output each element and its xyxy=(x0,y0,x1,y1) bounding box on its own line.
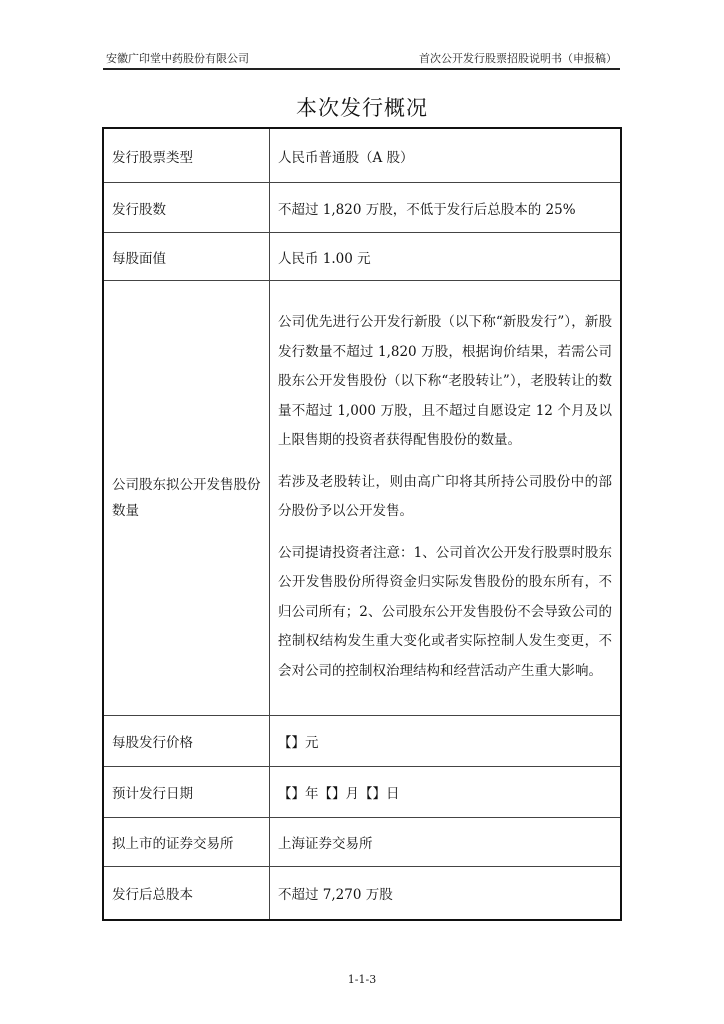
row-label-issue-date: 预计发行日期 xyxy=(103,767,270,818)
row-value-issue-price: 【】元 xyxy=(270,716,622,767)
offering-overview-table xyxy=(102,127,622,921)
row-value-stock-type: 人民币普通股（A 股） xyxy=(270,128,622,183)
table-row xyxy=(103,767,621,818)
table-row xyxy=(103,183,621,233)
row-label-share-count: 发行股数 xyxy=(103,183,270,233)
header-company-name: 安徽广印堂中药股份有限公司 xyxy=(106,52,249,65)
page-title: 本次发行概况 xyxy=(296,96,428,120)
row-label-issue-price: 每股发行价格 xyxy=(103,716,270,767)
row-value-share-count: 不超过 1,820 万股，不低于发行后总股本的 25% xyxy=(270,183,622,233)
page-number: 1-1-3 xyxy=(347,973,377,986)
table-row xyxy=(103,128,621,183)
offering-paragraph: 公司优先进行公开发行新股（以下称“新股发行”），新股发行数量不超过 1,820 万股，根据询价结果，若需公司股东公开发售股份（以下称“老股转让”），老股转让的数量不超过 1,000 万股，且不超过自愿设定 12 个月及以上限售期的投资者获得配售股份的数量。 xyxy=(278,314,612,448)
offering-paragraph: 若涉及老股转让，则由高广印将其所持公司股份中的部分股份予以公开发售。 xyxy=(278,473,612,519)
row-label-total-shares: 发行后总股本 xyxy=(103,867,270,921)
row-label-shareholder-offering: 公司股东拟公开发售股份数量 xyxy=(103,281,270,716)
row-label-stock-type: 发行股票类型 xyxy=(103,128,270,183)
row-value-shareholder-offering xyxy=(270,281,622,716)
table-row xyxy=(103,818,621,867)
row-value-total-shares: 不超过 7,270 万股 xyxy=(270,867,622,921)
page-header xyxy=(103,48,620,70)
row-label-exchange: 拟上市的证券交易所 xyxy=(103,818,270,867)
table-row xyxy=(103,233,621,281)
row-value-issue-date: 【】年【】月【】日 xyxy=(270,767,622,818)
header-document-title: 首次公开发行股票招股说明书（申报稿） xyxy=(419,52,617,65)
row-value-exchange: 上海证券交易所 xyxy=(270,818,622,867)
table-row xyxy=(103,867,621,921)
table-row xyxy=(103,281,621,716)
row-label-par-value: 每股面值 xyxy=(103,233,270,281)
table-row xyxy=(103,716,621,767)
row-value-par-value: 人民币 1.00 元 xyxy=(270,233,622,281)
offering-paragraph: 公司提请投资者注意：1、公司首次公开发行股票时股东公开发售股份所得资金归实际发售股份的股东所有，不归公司所有；2、公司股东公开发售股份不会导致公司的控制权结构发生重大变化或者实际控制人发生变更，不会对公司的控制权治理结构和经营活动产生重大影响。 xyxy=(278,544,612,679)
